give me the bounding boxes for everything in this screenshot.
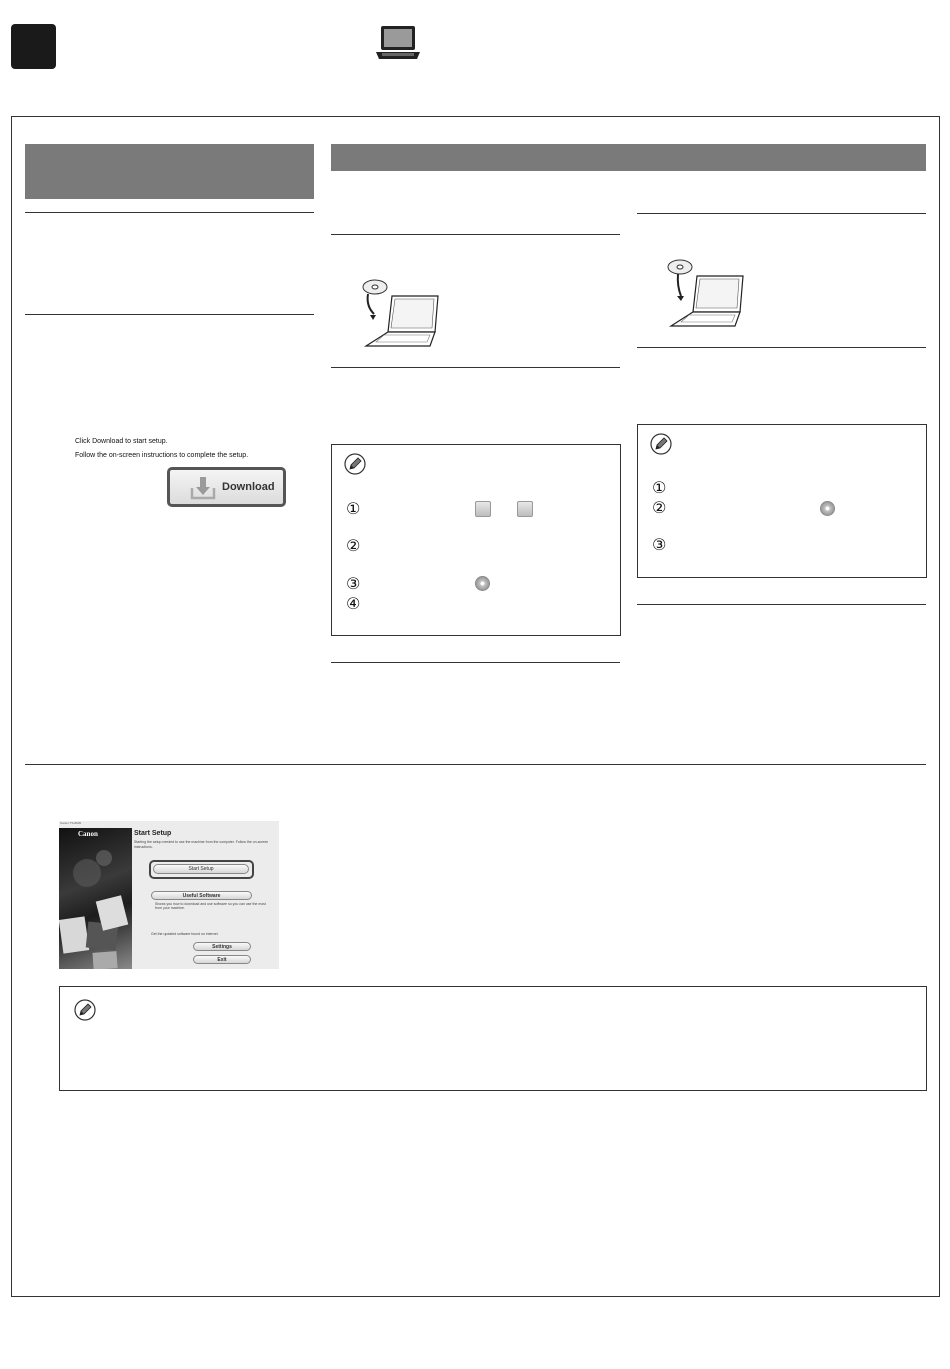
insert-disc-laptop-illustration: [360, 274, 440, 354]
useful-software-button[interactable]: Useful Software: [151, 891, 252, 900]
canon-logo: Canon: [78, 830, 98, 838]
useful-software-description: Shows you how to download and use software so you can use the most from your machine.: [155, 902, 266, 910]
insert-disc-laptop-illustration: [665, 254, 745, 334]
divider: [25, 314, 314, 315]
laptop-icon: [374, 24, 422, 62]
setup-model: Canon TS-8000: [60, 821, 82, 825]
download-button-label: Download: [222, 481, 275, 493]
divider: [637, 213, 926, 214]
divider: [331, 234, 620, 235]
folder-icon: [475, 501, 491, 517]
download-instruction-2: Follow the on-screen instructions to complete the setup.: [75, 452, 249, 459]
note-box-bottom: [59, 986, 927, 1091]
note-step-marker: ④: [346, 594, 361, 613]
divider: [331, 367, 620, 368]
content-frame: [11, 116, 940, 1297]
explorer-icon: [517, 501, 533, 517]
pencil-note-icon: [344, 453, 366, 475]
left-section-header: [25, 144, 314, 199]
setup-title: Start Setup: [134, 830, 172, 837]
download-button[interactable]: [167, 467, 286, 507]
setup-screenshot: [59, 821, 279, 969]
divider: [25, 212, 314, 213]
note-step-marker: ②: [346, 536, 361, 555]
photo-collage: [59, 828, 132, 969]
settings-button[interactable]: Settings: [193, 942, 251, 951]
setup-photo-panel: [59, 828, 132, 969]
download-instruction-1: Click Download to start setup.: [75, 438, 168, 445]
start-setup-highlight: [149, 860, 254, 879]
download-arrow-icon: [190, 476, 216, 500]
update-note: Get the updated software found on internet.: [151, 932, 219, 936]
note-step-marker: ①: [346, 499, 361, 518]
setup-disc-icon: [475, 576, 490, 591]
note-step-marker: ③: [346, 574, 361, 593]
divider: [637, 604, 926, 605]
note-step-marker: ②: [652, 498, 667, 517]
pencil-note-icon: [74, 999, 96, 1021]
divider: [25, 764, 926, 765]
setup-description: Starting the setup needed to use the machine from the computer. Follow the on-screen instructions.: [134, 840, 269, 849]
note-step-marker: ①: [652, 478, 667, 497]
note-step-marker: ③: [652, 535, 667, 554]
start-setup-button[interactable]: Start Setup: [153, 864, 249, 874]
setup-disc-icon: [820, 501, 835, 516]
divider: [331, 662, 620, 663]
step-number-block: [11, 24, 56, 69]
note-box-right: [637, 424, 927, 578]
right-section-header: [331, 144, 926, 171]
exit-button[interactable]: Exit: [193, 955, 251, 964]
note-box-left: [331, 444, 621, 636]
divider: [637, 347, 926, 348]
pencil-note-icon: [650, 433, 672, 455]
